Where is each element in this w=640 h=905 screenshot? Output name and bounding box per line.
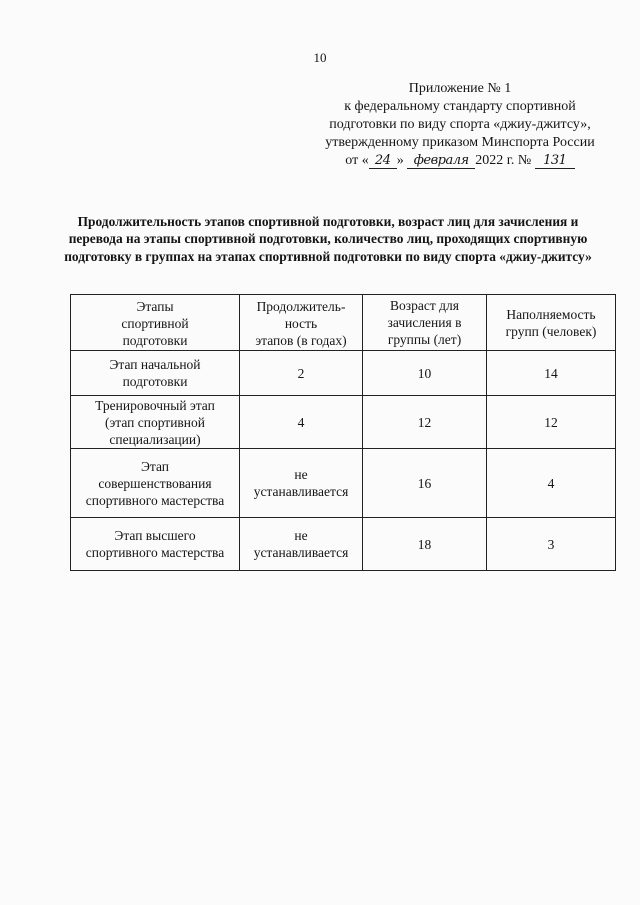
header-age-line: зачисления в: [387, 315, 462, 330]
cell-stage: [71, 449, 240, 518]
document-title: Продолжительность этапов спортивной подготовки, возраст лиц для зачисления и перевода на этапы спортивной подготовки, количество лиц, проходящих спортивную подготовку в группах на этапах спортивной подготовки по виду спорта «джиу-джитсу»: [64, 214, 592, 264]
header-duration: [240, 295, 363, 351]
header-stage-line: Этапы: [136, 299, 174, 314]
cell-duration: [240, 396, 363, 449]
date-separator: »: [396, 153, 404, 168]
cell-group-size: 12: [487, 396, 616, 449]
table-row: [71, 351, 616, 396]
appendix-line-4: утвержденному приказом Минспорта России: [325, 135, 595, 150]
header-stage-line: подготовки: [122, 333, 188, 348]
date-prefix: от «: [345, 153, 369, 168]
handwritten-day: 24: [369, 154, 397, 169]
cell-age: 10: [363, 351, 487, 396]
cell-stage-line: (этап спортивной: [104, 414, 205, 430]
cell-duration: [240, 449, 363, 518]
appendix-line-3: подготовки по виду спорта «джиу-джитсу»,: [329, 117, 591, 132]
header-age-line: группы (лет): [387, 332, 462, 347]
cell-age: 16: [363, 449, 487, 518]
cell-stage-line: спортивного мастерства: [85, 545, 225, 560]
cell-stage-line: подготовки: [122, 374, 188, 389]
cell-group-size: 3: [487, 518, 616, 571]
table-header-row: [71, 295, 616, 351]
cell-group-size: 4: [487, 449, 616, 518]
cell-stage: [71, 351, 240, 396]
cell-duration-line: 2: [297, 365, 305, 381]
table-row: [71, 518, 616, 571]
cell-duration-line: устанавливается: [253, 484, 349, 499]
header-stage: [71, 295, 240, 351]
handwritten-order-number: 131: [535, 154, 575, 169]
handwritten-month: февраля: [407, 154, 475, 169]
cell-stage-line: Этап начальной: [109, 357, 201, 372]
header-age-line: Возраст для: [390, 298, 459, 313]
header-duration-line: этапов (в годах): [255, 333, 347, 348]
table-row: [71, 449, 616, 518]
cell-stage-line: Этап: [140, 458, 169, 474]
cell-duration-line: устанавливается: [253, 545, 349, 560]
cell-age: 18: [363, 518, 487, 571]
header-age: [363, 295, 487, 351]
header-duration-line: Продолжитель-: [256, 299, 346, 314]
cell-stage: [71, 396, 240, 449]
header-group-size: [487, 295, 616, 351]
cell-duration-line: не: [294, 528, 308, 543]
date-year: 2022 г. №: [475, 153, 532, 168]
cell-stage-line: Этап высшего: [114, 528, 196, 543]
cell-stage: [71, 518, 240, 571]
header-size-line: Наполняемость: [506, 306, 596, 322]
page-number: 10: [313, 50, 327, 65]
cell-duration-line: 4: [297, 414, 305, 430]
stages-table: [70, 294, 616, 571]
appendix-block: [300, 80, 620, 170]
header-duration-line: ность: [284, 316, 318, 331]
cell-duration-line: не: [294, 467, 308, 482]
cell-stage-line: специализации): [109, 431, 201, 447]
cell-stage-line: Тренировочный этап: [95, 397, 215, 413]
appendix-title: Приложение № 1: [408, 81, 512, 96]
cell-stage-line: спортивного мастерства: [85, 492, 225, 508]
cell-duration: [240, 518, 363, 571]
cell-group-size: 14: [487, 351, 616, 396]
cell-age: 12: [363, 396, 487, 449]
cell-duration: [240, 351, 363, 396]
header-size-line: групп (человек): [505, 323, 597, 339]
header-stage-line: спортивной: [121, 316, 189, 331]
order-date-line: [300, 152, 620, 170]
appendix-line-2: к федеральному стандарту спортивной: [344, 99, 576, 114]
table-row: [71, 396, 616, 449]
cell-stage-line: совершенствования: [98, 475, 212, 491]
